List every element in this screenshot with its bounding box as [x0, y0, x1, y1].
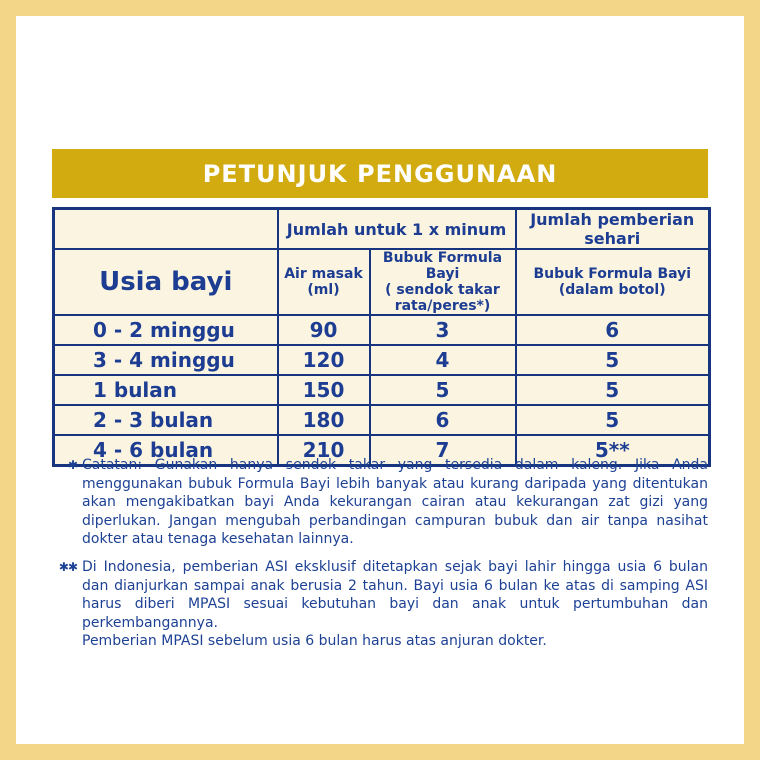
- footnote-text-continued: Pemberian MPASI sebelum usia 6 bulan harus atas anjuran dokter.: [82, 633, 547, 650]
- empty-corner-cell: [54, 209, 278, 250]
- water-ml-cell: 120: [278, 345, 370, 375]
- water-label-line2: (ml): [307, 282, 340, 299]
- water-ml-cell: 90: [278, 315, 370, 345]
- age-cell: 3 - 4 minggu: [54, 345, 278, 375]
- group-header-per-drink: Jumlah untuk 1 x minum: [278, 209, 516, 250]
- footnote-double-asterisk: [50, 558, 708, 651]
- column-header-age: Usia bayi: [54, 249, 278, 315]
- bottles-label-line1: Bubuk Formula Bayi: [533, 266, 692, 283]
- footnote-text: Di Indonesia, pemberian ASI eksklusif ditetapkan sejak bayi lahir hingga usia 6 bulan dan dianjurkan sampai anak berusia 2 tahun. Bayi usia 6 bulan ke atas di samping ASI harus diberi MPASI sesuai kebutuhan bayi dan anak untuk pertumbuhan dan perkembangannya.: [82, 559, 708, 631]
- scoops-label-line2: ( sendok takar: [385, 282, 500, 299]
- scoops-cell: 6: [370, 405, 516, 435]
- scoops-label-line1: Bubuk Formula Bayi: [382, 250, 503, 283]
- table-row: [54, 405, 710, 435]
- column-header-bottles: [516, 249, 710, 315]
- asterisk-marker: ✱: [67, 458, 77, 472]
- scoops-label-line3: rata/peres*): [394, 298, 491, 315]
- column-header-powder-scoops: [370, 249, 516, 315]
- scoops-cell: 5: [370, 375, 516, 405]
- table-column-header-row: [54, 249, 710, 315]
- scoops-cell: 4: [370, 345, 516, 375]
- water-ml-cell: 150: [278, 375, 370, 405]
- table-group-header-row: [54, 209, 710, 250]
- column-header-water: [278, 249, 370, 315]
- age-cell: 0 - 2 minggu: [54, 315, 278, 345]
- table-row: [54, 315, 710, 345]
- double-asterisk-marker: ✱✱: [58, 560, 77, 575]
- water-ml-cell: 180: [278, 405, 370, 435]
- footnote-single-asterisk: [50, 456, 708, 549]
- scoops-cell: 3: [370, 315, 516, 345]
- water-label-line1: Air masak: [284, 266, 363, 283]
- age-cell: 4 - 6 bulan: [54, 435, 278, 466]
- water-ml-cell: 210: [278, 435, 370, 466]
- title-banner: [52, 149, 708, 198]
- bottles-cell: 5: [516, 345, 710, 375]
- page-title: PETUNJUK PENGGUNAAN: [202, 159, 558, 188]
- table-row: [54, 345, 710, 375]
- footnote-text: Catatan: Gunakan hanya sendok takar yang tersedia dalam kaleng. Jika Anda menggunakan bubuk Formula Bayi lebih banyak atau kurang daripada yang ditentukan akan mengakibatkan bayi Anda kekurangan cairan atau kekurangan zat gizi yang diperlukan. Jangan mengubah perbandingan campuran bubuk dan air tanpa nasihat dokter atau tenaga kesehatan lainnya.: [82, 457, 708, 548]
- bottles-label-line2: (dalam botol): [558, 282, 666, 299]
- bottles-cell: 5**: [516, 435, 710, 466]
- age-cell: 2 - 3 bulan: [54, 405, 278, 435]
- bottles-cell: 6: [516, 315, 710, 345]
- footnotes-section: [50, 456, 708, 651]
- table-row: [54, 375, 710, 405]
- footnote-body: [82, 456, 708, 549]
- footnote-body: [82, 558, 708, 651]
- bottles-cell: 5: [516, 405, 710, 435]
- scoops-cell: 7: [370, 435, 516, 466]
- bottles-cell: 5: [516, 375, 710, 405]
- age-cell: 1 bulan: [54, 375, 278, 405]
- usage-table: [52, 207, 711, 467]
- group-header-per-day: Jumlah pemberian sehari: [516, 209, 710, 250]
